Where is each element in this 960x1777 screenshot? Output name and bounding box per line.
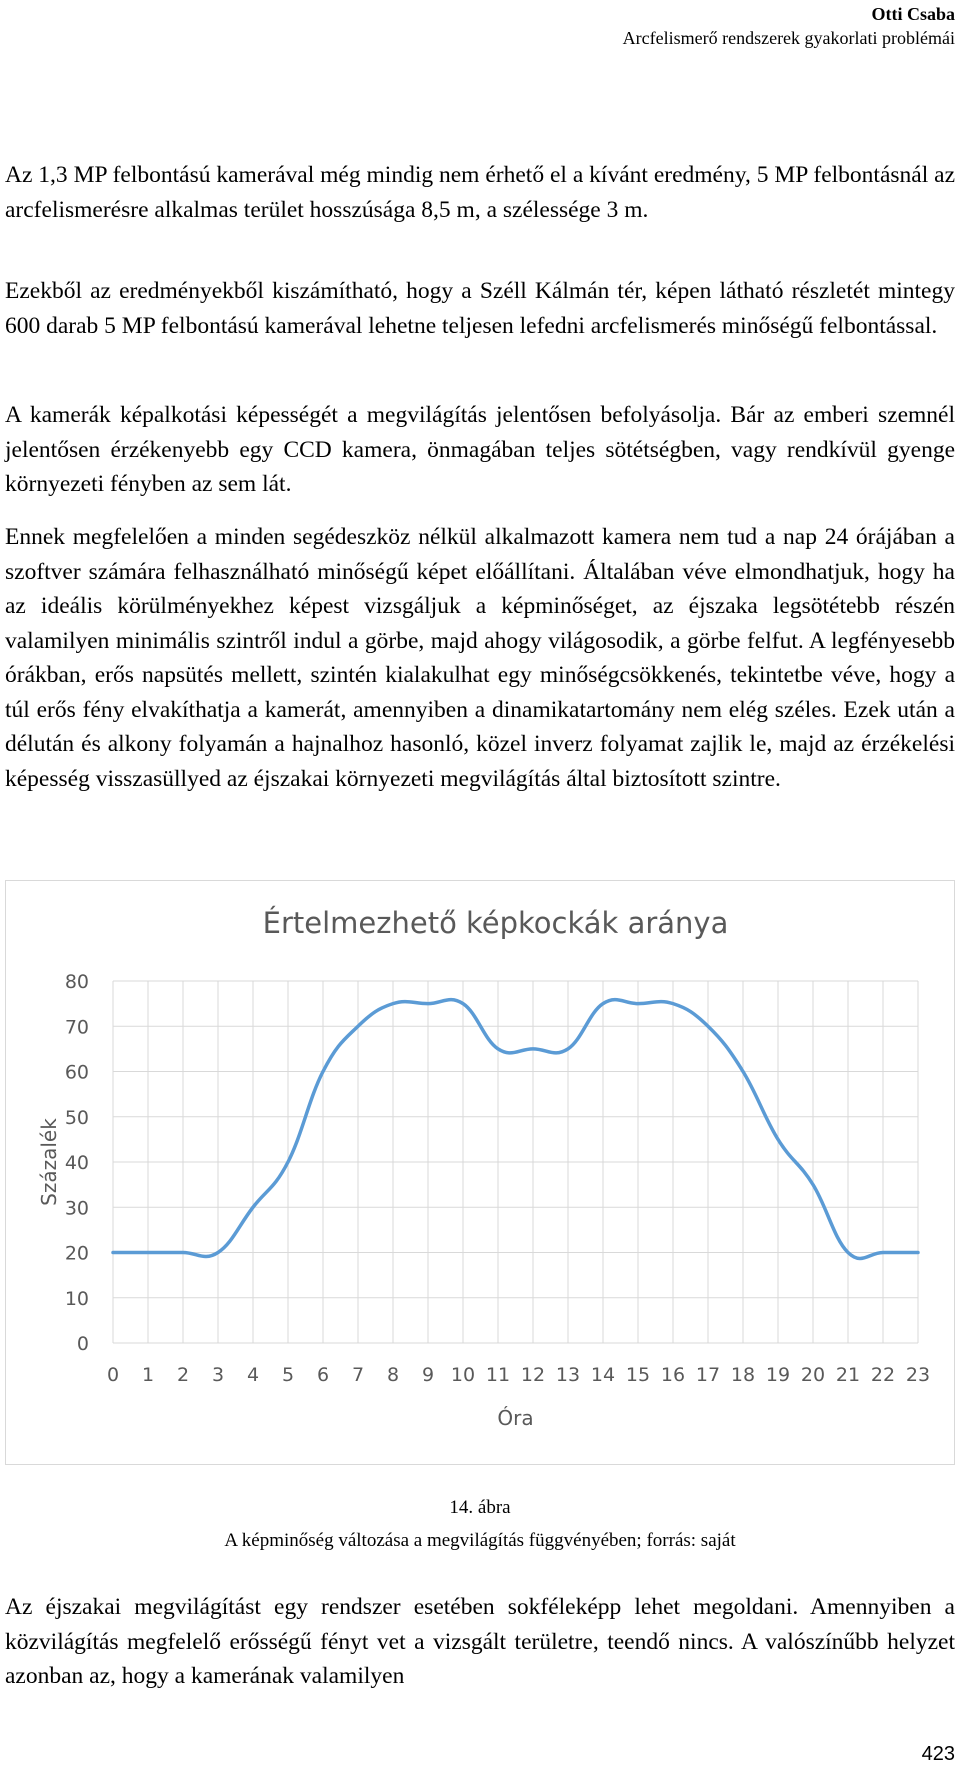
y-tick-label: 50 (64, 1106, 89, 1129)
x-tick-label: 8 (386, 1364, 400, 1386)
figure-caption: A képminőség változása a megvilágítás függvényében; forrás: saját (224, 1530, 736, 1551)
header-title: Arcfelismerő rendszerek gyakorlati problémái (622, 28, 955, 48)
y-tick-label: 0 (76, 1333, 89, 1355)
y-tick-label: 70 (64, 1016, 89, 1039)
x-tick-label: 17 (695, 1364, 721, 1386)
x-tick-label: 20 (800, 1364, 826, 1386)
header-author: Otti Csaba (871, 4, 955, 24)
x-tick-label: 0 (106, 1364, 120, 1386)
x-tick-label: 6 (316, 1364, 330, 1386)
running-header (623, 2, 955, 50)
x-tick-label: 15 (625, 1364, 651, 1386)
x-tick-label: 11 (485, 1364, 511, 1386)
x-tick-label: 14 (590, 1364, 616, 1386)
chart-title: Értelmezhető képkockák aránya (262, 906, 729, 940)
x-tick-label: 7 (351, 1364, 365, 1386)
x-tick-label: 23 (905, 1364, 931, 1386)
y-tick-label: 20 (64, 1242, 89, 1265)
paragraph-5: Az éjszakai megvilágítást egy rendszer esetében sokféleképp lehet megoldani. Amennyiben a közvilágítás megfelelő erősségű fényt vet a vizsgált területre, teendő nincs. A valószínűbb helyzet azonban az, hogy a kamerának valamilyen (5, 1594, 955, 1689)
y-tick-label: 60 (64, 1061, 89, 1084)
x-tick-label: 19 (765, 1364, 791, 1386)
y-tick-label: 30 (64, 1197, 89, 1220)
x-tick-label: 3 (211, 1364, 225, 1386)
y-axis-label: Százalék (37, 1118, 61, 1206)
y-tick-label: 10 (64, 1287, 89, 1310)
x-tick-label: 4 (246, 1364, 260, 1386)
y-tick-label: 40 (64, 1152, 89, 1174)
x-tick-label: 21 (835, 1364, 861, 1386)
x-tick-label: 12 (520, 1364, 546, 1386)
x-tick-label: 1 (141, 1364, 155, 1386)
x-tick-label: 18 (730, 1364, 756, 1386)
figure-chart (5, 880, 955, 1465)
paragraph-3: A kamerák képalkotási képességét a megvilágítás jelentősen befolyásolja. Bár az emberi szemnél jelentősen érzékenyebb egy CCD kamera, önmagában teljes sötétségben, vagy rendkívül gyenge környezeti fényben az sem lát. (5, 402, 955, 497)
paragraph-1: Az 1,3 MP felbontású kamerával még mindig nem érhető el a kívánt eredmény, 5 MP felbontásnál az arcfelismerésre alkalmas terület hosszúsága 8,5 m, a szélessége 3 m. (5, 162, 955, 223)
paragraph-2: Ezekből az eredményekből kiszámítható, hogy a Széll Kálmán tér, képen látható részletét mintegy 600 darab 5 MP felbontású kamerával lehetne teljesen lefedni arcfelismerés minőségű felbontással. (5, 278, 955, 339)
series-line (113, 1000, 918, 1259)
x-tick-label: 9 (421, 1364, 435, 1386)
paragraph-4: Ennek megfelelően a minden segédeszköz nélkül alkalmazott kamera nem tud a nap 24 órájában a szoftver számára felhasználható minőségű képet előállítani. Általában véve elmondhatjuk, hogy ha az ideális körülményekhez képest vizsgáljuk a képminőséget, az éjszaka legsötétebb részén valamilyen minimális szintről indul a görbe, majd ahogy világosodik, a görbe felfut. A legfényesebb órákban, erős napsütés mellett, szintén kialakulhat egy minőségcsökkenés, tekintetbe véve, hogy a túl erős fény elvakíthatja a kamerát, amennyiben a dinamikatartomány nem elég széles. Ezek után a délután és alkony folyamán a hajnalhoz hasonló, közel inverz folyamat zajlik le, majd az érzékelési képesség visszasüllyed az éjszakai környezeti megvilágítás által biztosított szintre. (5, 524, 955, 792)
x-tick-label: 16 (660, 1364, 686, 1386)
x-tick-label: 22 (870, 1364, 896, 1386)
x-tick-label: 13 (555, 1364, 581, 1386)
x-axis-label: Óra (497, 1406, 534, 1430)
x-tick-label: 5 (281, 1364, 295, 1386)
x-tick-label: 10 (450, 1364, 476, 1386)
x-tick-label: 2 (176, 1364, 190, 1386)
page-number: 423 (921, 1743, 955, 1765)
figure-number: 14. ábra (449, 1497, 511, 1518)
y-tick-label: 80 (64, 971, 89, 993)
line-chart (6, 881, 954, 1464)
